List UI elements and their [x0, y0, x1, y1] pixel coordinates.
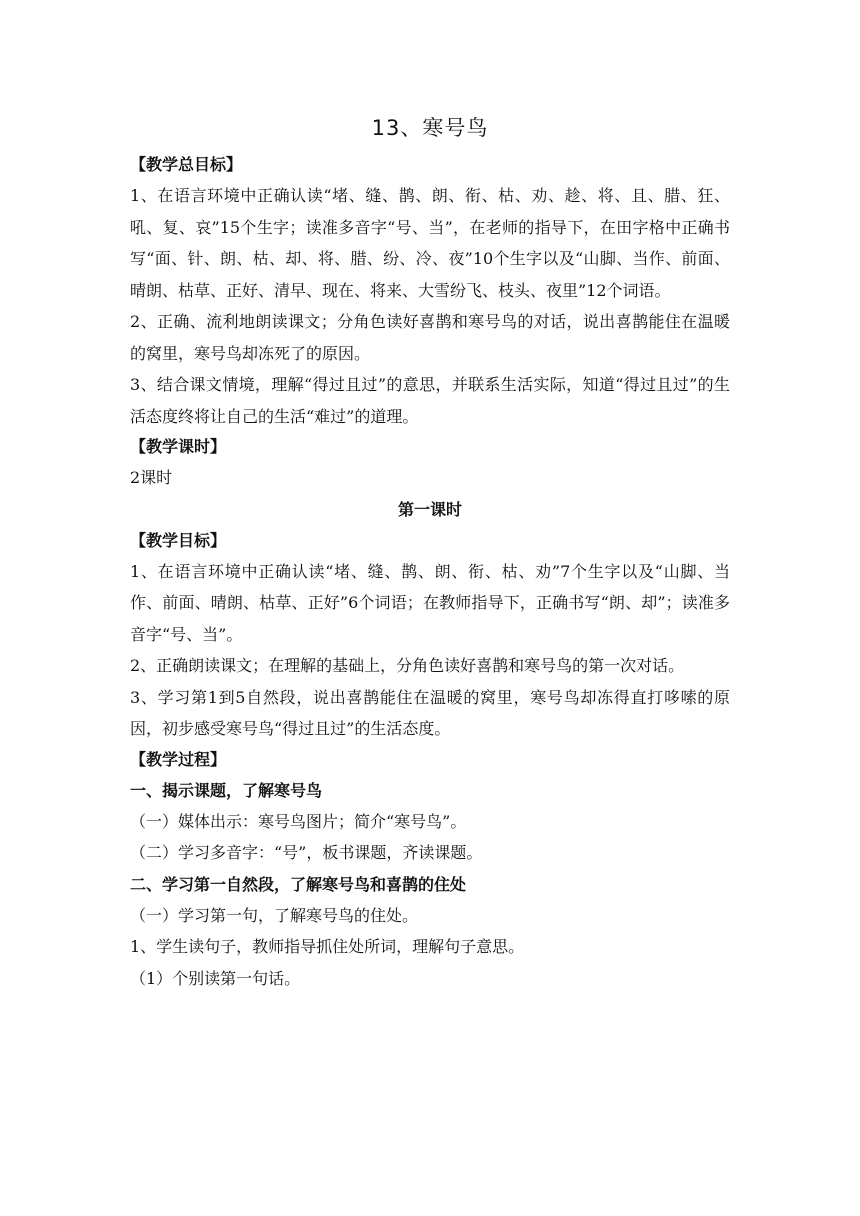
objective-item-1: 1、在语言环境中正确认读“堵、缝、鹊、朗、衔、枯、劝”7个生字以及“山脚、当作、前面、晴朗、枯草、正好”6个词语；在教师指导下，正确书写“朗、却”；读准多音字“号、当”。 — [130, 561, 730, 644]
document-page — [130, 112, 730, 994]
hours-text: 2课时 — [130, 468, 173, 487]
goal-item-3: 3、结合课文情境，理解“得过且过”的意思，并联系生活实际，知道“得过且过”的生活态度终将让自己的生活“难过”的道理。 — [130, 375, 730, 426]
hours-heading: 【教学课时】 — [130, 437, 227, 456]
section-2-item-2: 1、学生读句子，教师指导抓住处所词，理解句子意思。 — [130, 937, 525, 956]
objective-item-3: 3、学习第1到5自然段，说出喜鹊能住在温暖的窝里，寒号鸟却冻得直打哆嗦的原因，初步感受寒号鸟“得过且过”的生活态度。 — [130, 687, 730, 738]
goal-item-1: 1、在语言环境中正确认读“堵、缝、鹊、朗、衔、枯、劝、趁、将、且、腊、狂、吼、复、哀”15个生字；读准多音字“号、当”，在老师的指导下，在田字格中正确书写“面、针、朗、枯、却、将、腊、纷、冷、夜”10个生字以及“山脚、当作、前面、晴朗、枯草、正好、清早、现在、将来、大雪纷飞、枝头、夜里”12个词语。 — [130, 186, 730, 300]
goals-heading: 【教学总目标】 — [130, 155, 243, 174]
section-2-item-1: （一）学习第一句，了解寒号鸟的住处。 — [130, 905, 419, 925]
section-2-item-3: （1）个别读第一句话。 — [130, 968, 301, 988]
objective-item-2: 2、正确朗读课文；在理解的基础上，分角色读好喜鹊和寒号鸟的第一次对话。 — [130, 656, 685, 675]
objectives-heading: 【教学目标】 — [130, 530, 227, 550]
goal-item-2: 2、正确、流利地朗读课文；分角色读好喜鹊和寒号鸟的对话，说出喜鹊能住在温暖的窝里，寒号鸟却冻死了的原因。 — [130, 312, 730, 363]
lesson-title: 第一课时 — [397, 499, 462, 519]
page-title: 13、寒号鸟 — [371, 116, 489, 140]
section-1-item-2: （二）学习多音字：“号”，板书课题，齐读课题。 — [130, 843, 483, 862]
section-1-item-1: （一）媒体出示：寒号鸟图片；简介“寒号鸟”。 — [130, 811, 467, 831]
section-2-title: 二、学习第一自然段，了解寒号鸟和喜鹊的住处 — [130, 874, 467, 894]
section-1-title: 一、揭示课题，了解寒号鸟 — [130, 780, 323, 800]
process-heading: 【教学过程】 — [130, 749, 227, 769]
